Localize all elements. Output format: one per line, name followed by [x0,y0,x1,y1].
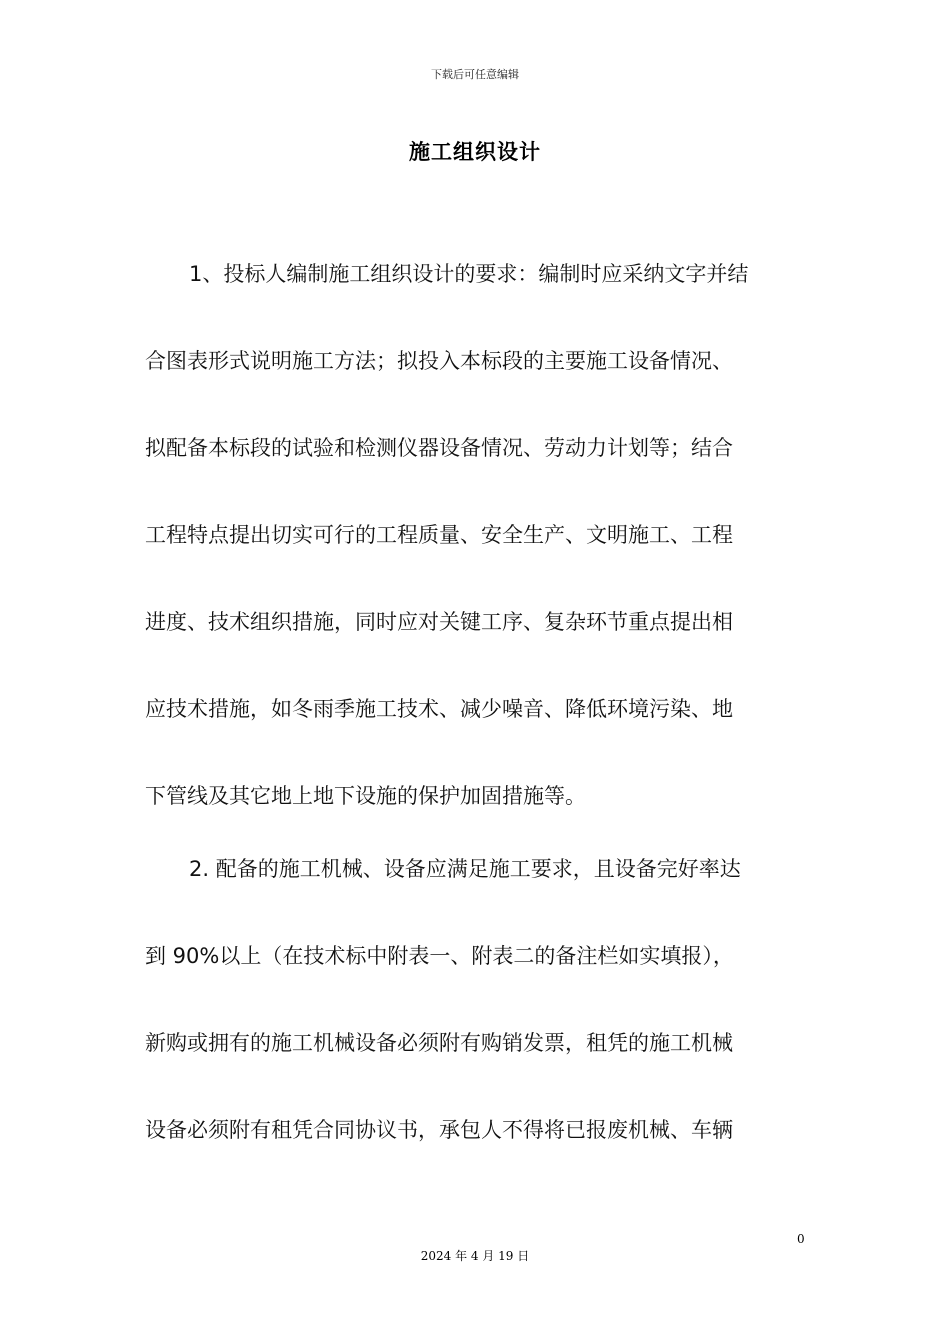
paragraph-line: 拟配备本标段的试验和检测仪器设备情况、劳动力计划等；结合 [145,436,733,460]
paragraph-line: 下管线及其它地上地下设施的保护加固措施等。 [145,784,586,808]
paragraph-line: 新购或拥有的施工机械设备必须附有购销发票，租凭的施工机械 [145,1031,733,1055]
page-number: 0 [797,1232,805,1246]
paragraph-line: 设备必须附有租凭合同协议书，承包人不得将已报废机械、车辆 [145,1118,733,1142]
paragraph-line: 2. 配备的施工机械、设备应满足施工要求，且设备完好率达 [189,857,741,881]
paragraph-line: 合图表形式说明施工方法；拟投入本标段的主要施工设备情况、 [145,349,733,373]
header-note: 下载后可任意编辑 [431,68,519,81]
paragraph-line: 进度、技术组织措施，同时应对关键工序、复杂环节重点提出相 [145,610,733,634]
document-title: 施工组织设计 [409,140,541,164]
paragraph-line: 应技术措施，如冬雨季施工技术、减少噪音、降低环境污染、地 [145,697,733,721]
footer-date: 2024 年 4 月 19 日 [420,1249,530,1263]
paragraph-line: 1、投标人编制施工组织设计的要求：编制时应采纳文字并结 [189,262,749,286]
paragraph-line: 工程特点提出切实可行的工程质量、安全生产、文明施工、工程 [145,523,733,547]
paragraph-line: 到 90%以上（在技术标中附表一、附表二的备注栏如实填报）， [145,944,734,968]
